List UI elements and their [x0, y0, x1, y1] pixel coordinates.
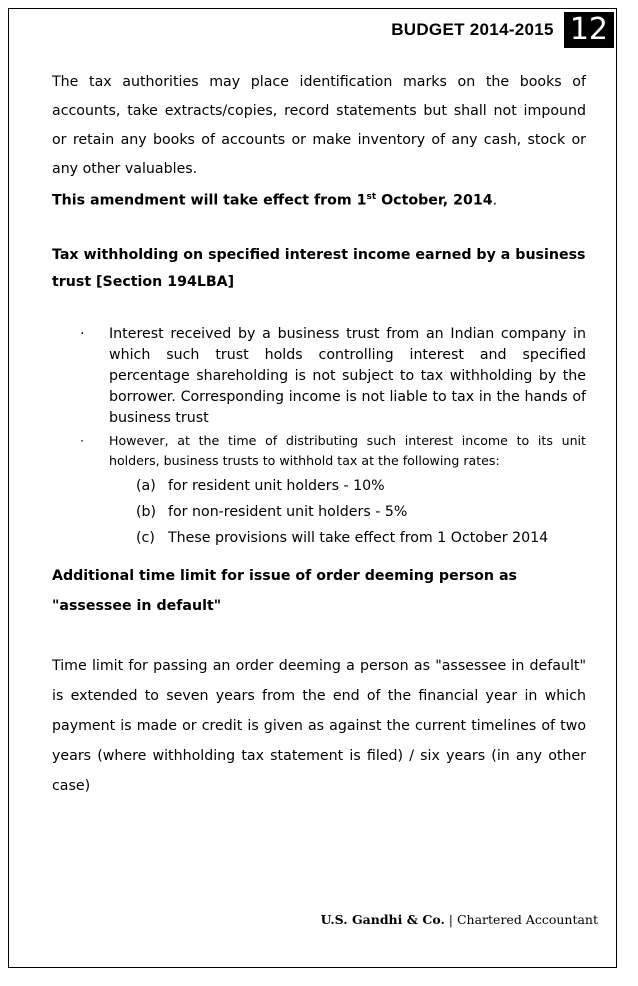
list-item-text: Interest received by a business trust from an Indian company in which such trust holds controlling interest and specified percentage shareholding is not subject to tax withholding by the borrower. Corresponding income is not liable to tax in the hands of business trust [109, 325, 586, 426]
intro-paragraph: The tax authorities may place identification marks on the books of accounts, take extracts/copies, record statements but shall not impound or retain any books of accounts or make inventory of any cash, stock or any other valuables. [52, 74, 586, 177]
assessee-default-paragraph: Time limit for passing an order deeming a person as "assessee in default" is extended to seven years from the end of the financial year in which payment is made or credit is given as against the current timelines of two years (where withholding tax statement is filed) / six years (in any other case) [52, 657, 586, 794]
amendment-superscript: st [366, 192, 377, 202]
list-item [52, 431, 586, 471]
footer-role: Chartered Accountant [456, 912, 598, 927]
amendment-note [52, 184, 586, 214]
rate-marker: (a) [136, 477, 156, 494]
section-heading-assessee-default: Additional time limit for issue of order deeming person as "assessee in default" [52, 567, 517, 614]
rate-item [136, 499, 586, 525]
page-number: 12 [564, 12, 614, 48]
rate-item [136, 525, 586, 551]
page-content [52, 68, 586, 801]
amendment-period: . [492, 192, 498, 209]
bullet-icon: · [80, 432, 85, 448]
rate-list [136, 473, 586, 551]
bullet-icon: · [80, 325, 85, 342]
section-heading-194lba: Tax withholding on specified interest income earned by a business trust [Section 194LBA] [52, 246, 586, 290]
amendment-prefix: This amendment will take effect from 1 [52, 192, 367, 209]
rate-text: for non-resident unit holders - 5% [168, 503, 408, 520]
rate-marker: (c) [136, 529, 155, 546]
rate-marker: (b) [136, 503, 157, 520]
amendment-suffix: October, 2014 [376, 192, 493, 209]
footer-firm: U.S. Gandhi & Co. [320, 912, 445, 927]
rate-text: for resident unit holders - 10% [168, 477, 385, 494]
page-header [391, 12, 614, 48]
rate-item [136, 473, 586, 499]
list-item-text: However, at the time of distributing such interest income to its unit holders, business trusts to withhold tax at the following rates: [109, 432, 586, 468]
header-title: BUDGET 2014-2015 [391, 20, 554, 39]
list-item [52, 324, 586, 429]
rate-text: These provisions will take effect from 1 October 2014 [168, 529, 549, 546]
page-footer [321, 912, 598, 927]
footer-separator: | [444, 912, 457, 927]
bullet-list [52, 324, 586, 471]
